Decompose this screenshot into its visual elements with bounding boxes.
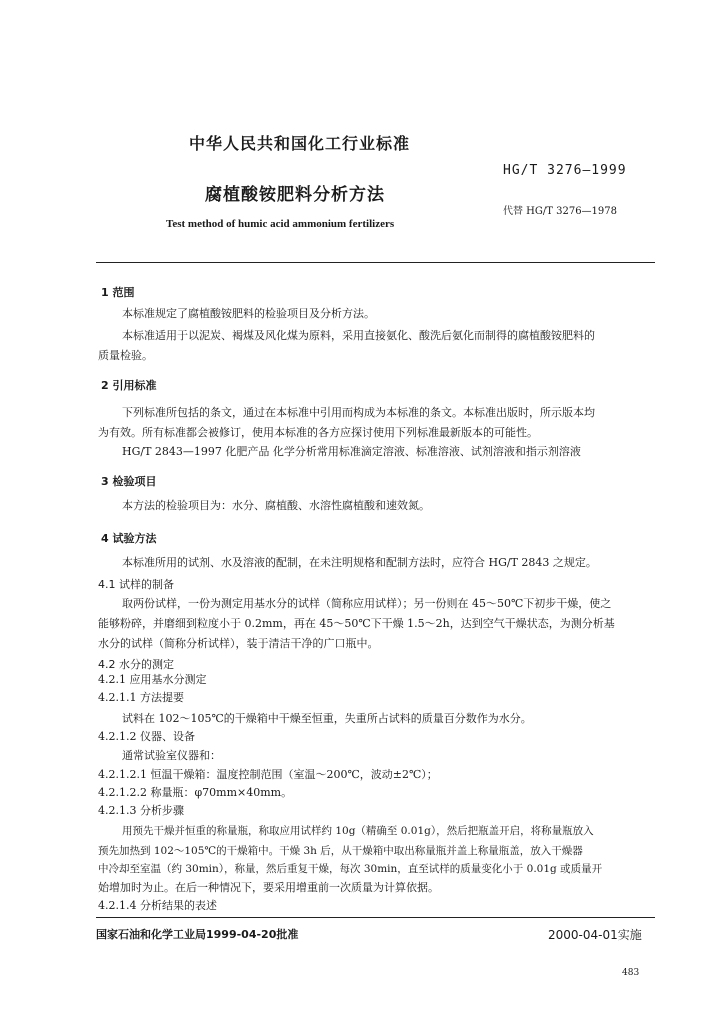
body-line: 本方法的检验项目为：水分、腐植酸、水溶性腐植酸和速效氮。 — [122, 499, 430, 512]
body-line: 本标准适用于以泥炭、褐煤及风化煤为原料，采用直接氨化、酸洗后氨化而制得的腐植酸铵肥料的 — [122, 329, 595, 342]
body-line: 预先加热到 102～105℃的干燥箱中。干燥 3h 后，从干燥箱中取出称量瓶并盖上称量瓶盖，放入干燥器 — [98, 845, 583, 857]
body-line: HG/T 2843—1997 化肥产品 化学分析常用标准滴定溶液、标准溶液、试剂溶液和指示剂溶液 — [122, 445, 581, 458]
body-line: 中冷却至室温（约 30min），称量，然后重复干燥，每次 30min，直至试样的质量变化小于 0.01g 或质量开 — [98, 863, 603, 875]
standard-code: HG/T 3276—1999 — [503, 163, 627, 178]
header-divider — [96, 262, 655, 263]
subsection-heading: 4.2 水分的测定 — [98, 658, 174, 671]
subsection-heading: 4.1 试样的制备 — [98, 578, 174, 591]
body-line: 质量检验。 — [98, 349, 153, 362]
section-heading: 2 引用标准 — [101, 379, 157, 392]
body-line: 4.2.1.2.1 恒温干燥箱：温度控制范围（室温～200℃，波动±2℃）； — [98, 768, 438, 781]
body-line: 能够粉碎，并磨细到粒度小于 0.2mm，再在 45～50℃下干燥 1.5～2h，达到空气干燥状态，为测分析基 — [98, 617, 615, 630]
body-line: 为有效。所有标准都会被修订，使用本标准的各方应探讨使用下列标准最新版本的可能性。 — [98, 426, 538, 439]
english-title: Test method of humic acid ammonium fertilizers — [166, 218, 395, 230]
body-line: 取两份试样，一份为测定用基水分的试样（简称应用试样）；另一份则在 45～50℃下初步干燥，使之 — [122, 597, 612, 610]
body-line: 下列标准所包括的条文，通过在本标准中引用而构成为本标准的条文。本标准出版时，所示版本均 — [122, 406, 595, 419]
body-line: 用预先干燥并恒重的称量瓶，称取应用试样约 10g（精确至 0.01g），然后把瓶盖开启，将称量瓶放入 — [122, 825, 594, 837]
footer-divider — [96, 917, 655, 918]
body-line: 本标准所用的试剂、水及溶液的配制，在未注明规格和配制方法时，应符合 HG/T 2843 之规定。 — [122, 556, 597, 569]
subsection-heading: 4.2.1.2 仪器、设备 — [98, 730, 195, 743]
body-line: 水分的试样（简称分析试样），装于清洁干净的广口瓶中。 — [98, 637, 379, 650]
subsection-heading: 4.2.1.4 分析结果的表述 — [98, 899, 217, 912]
subsection-heading: 4.2.1 应用基水分测定 — [98, 673, 207, 686]
body-line: 通常试验室仪器和： — [122, 749, 221, 762]
section-heading: 3 检验项目 — [101, 475, 157, 488]
effective-date: 2000-04-01实施 — [548, 928, 642, 942]
body-line: 本标准规定了腐植酸铵肥料的检验项目及分析方法。 — [122, 307, 375, 320]
body-line: 始增加时为止。在后一种情况下，要采用增重前一次质量为计算依据。 — [98, 881, 439, 894]
subsection-heading: 4.2.1.1 方法提要 — [98, 691, 184, 704]
page-number: 483 — [622, 968, 640, 978]
org-title: 中华人民共和国化工行业标准 — [189, 134, 411, 153]
replaces-note: 代替 HG/T 3276—1978 — [503, 206, 618, 217]
section-heading: 1 范围 — [101, 286, 135, 299]
subsection-heading: 4.2.1.3 分析步骤 — [98, 804, 184, 817]
body-line: 4.2.1.2.2 称量瓶：φ70mm×40mm。 — [98, 786, 293, 799]
section-heading: 4 试验方法 — [101, 532, 157, 545]
approval-note: 国家石油和化学工业局1999-04-20批准 — [96, 928, 299, 941]
body-line: 试料在 102～105℃的干燥箱中干燥至恒重，失重所占试料的质量百分数作为水分。 — [122, 712, 532, 725]
document-title: 腐植酸铵肥料分析方法 — [205, 185, 385, 205]
